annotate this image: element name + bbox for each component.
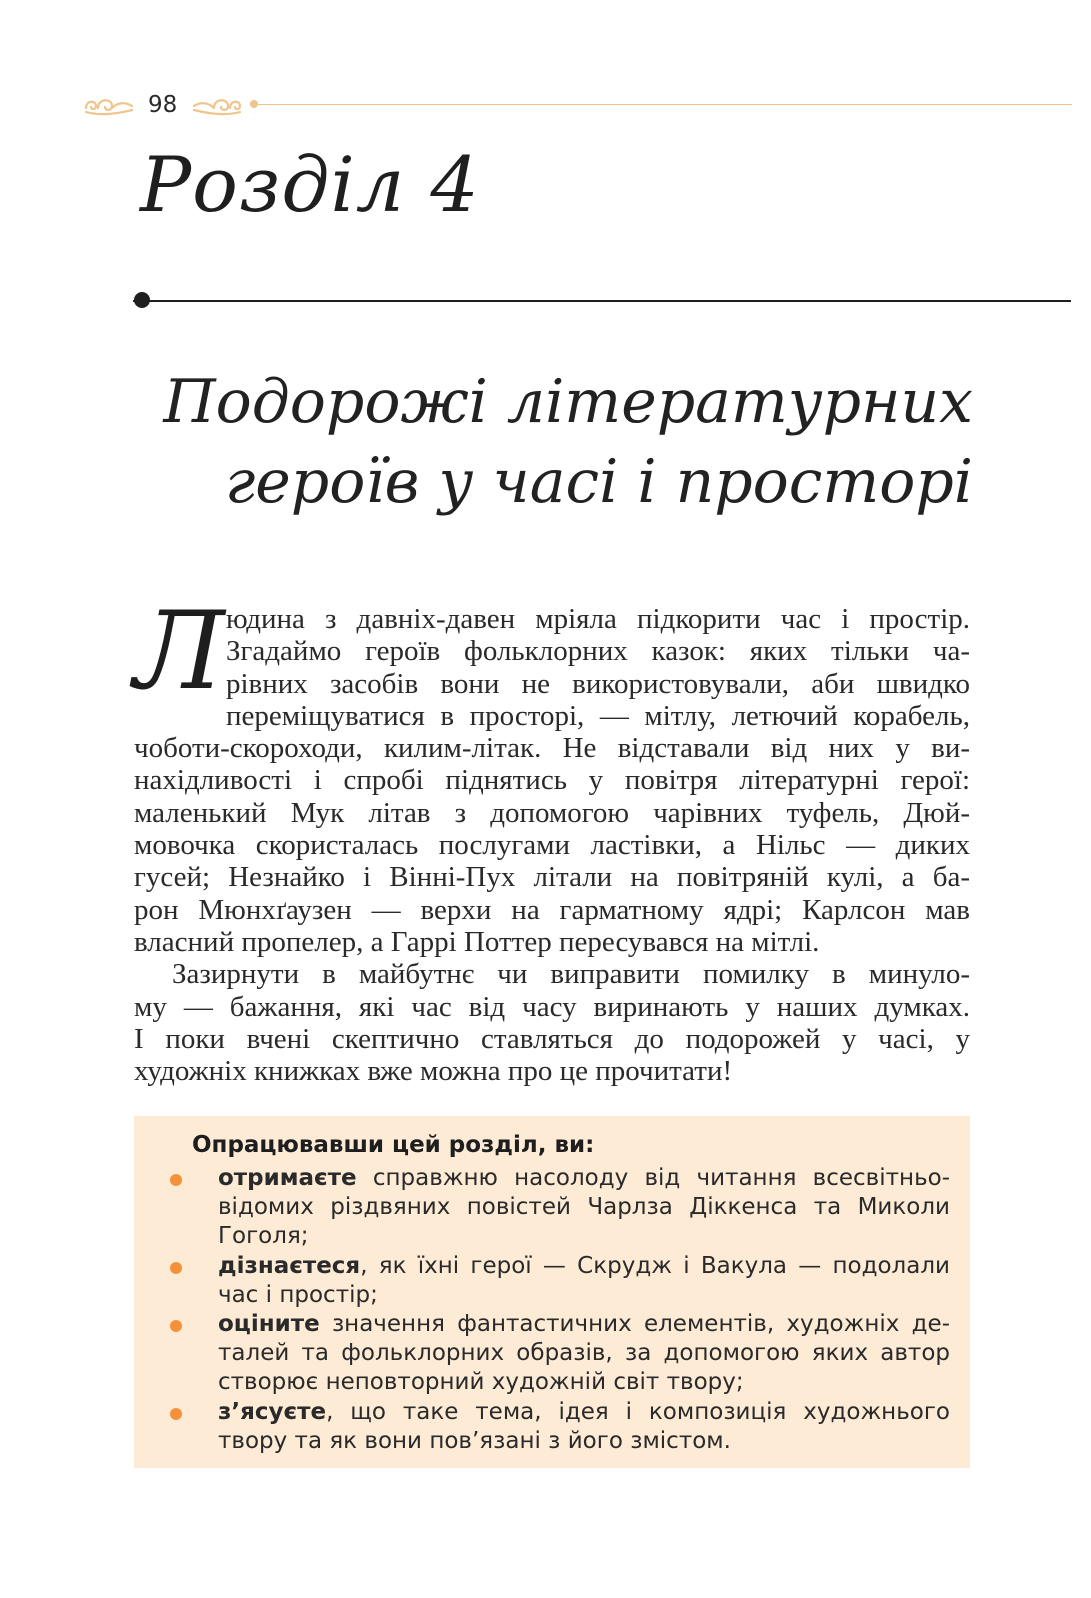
goal-line (192, 1164, 950, 1193)
chapter-title (163, 362, 973, 522)
bullet-icon (170, 1320, 182, 1332)
text-line: нахідливості і спробі піднятись у повітря літературні герої: (134, 764, 970, 797)
text-line: чоботи-скороходи, килим-літак. Не відставали від них у ви- (134, 732, 970, 765)
chapter-title-line: героїв у часі і просторі (224, 447, 973, 517)
bullet-icon (170, 1174, 182, 1186)
goal-line (192, 1310, 950, 1339)
goal-keyword: з’ясуєте (218, 1398, 327, 1425)
text-line: маленький Мук літав з допомогою чарівних туфель, Дюй- (134, 796, 970, 829)
goal-line (192, 1252, 950, 1281)
text-line: власний пропелер, а Гаррі Поттер пересувався на мітлі. (134, 925, 820, 958)
goal-keyword: дізнаєтеся (218, 1252, 361, 1279)
text-line: переміщуватися в просторі, — мітлу, летючий корабель, (226, 699, 970, 732)
goal-line: твору та як вони пов’язані з його змістом. (218, 1427, 731, 1454)
page-number: 98 (148, 92, 178, 118)
goal-line (192, 1398, 950, 1427)
goal-item (192, 1164, 950, 1252)
goals-box (134, 1116, 970, 1468)
goal-line: відомих різдвяних повістей Чарлза Діккенса та Миколи (218, 1194, 950, 1221)
goal-item (192, 1310, 950, 1398)
goal-text: справжню насолоду від читання всесвітньо- (356, 1165, 950, 1191)
goal-text: , як їхні герої — Скрудж і Вакула — подолали (360, 1252, 950, 1279)
goal-keyword: отримаєте (218, 1165, 357, 1191)
text-line: гусей; Незнайко і Вінні-Пух літали на повітряній кулі, а ба- (134, 861, 970, 894)
goals-heading: Опрацювавши цей розділ, ви: (192, 1132, 595, 1158)
intro-text (134, 589, 970, 1088)
ornament-icon (82, 94, 136, 118)
goal-item (192, 1252, 950, 1310)
goal-text: , що таке тема, ідея і композиція художнього (326, 1398, 950, 1425)
goal-line: Гоголя; (218, 1223, 309, 1250)
text-line: Зазирнути в майбутнє чи виправити помилку в минуло- (172, 958, 970, 991)
goal-line: талей та фольклорних образів, за допомогою яких автор (218, 1340, 950, 1367)
text-line: рон Мюнхґаузен — верхи на гарматному ядрі; Карлсон мав (134, 893, 970, 926)
text-line: рівних засобів вони не використовували, аби швидко (226, 667, 970, 700)
section-label: Розділ 4 (140, 140, 480, 229)
text-line: му — бажання, які час від часу виринають у наших думках. (134, 990, 970, 1023)
text-line: художніх книжках вже можна про це прочитати! (134, 1055, 733, 1088)
goal-line: створює неповторний художній світ твору; (218, 1369, 744, 1396)
text-line: юдина з давніх-давен мріяла підкорити час і простір. (226, 603, 970, 635)
bullet-icon (170, 1262, 182, 1274)
goal-keyword: оціните (218, 1310, 320, 1337)
page-header (82, 88, 1072, 128)
header-rule (252, 104, 1072, 105)
text-line: І поки вчені скептично ставляться до подорожей у часі, у (134, 1022, 970, 1055)
text-line: Згадаймо героїв фольклорних казок: яких тільки ча- (226, 635, 970, 668)
drop-cap: Л (134, 589, 225, 714)
section-rule (133, 300, 1071, 302)
chapter-title-line: Подорожі літературних (163, 367, 973, 437)
text-line: мовочка скористалась послугами ластівки, а Нільс — диких (134, 829, 970, 862)
goal-text: значення фантастичних елементів, художніх де- (319, 1310, 950, 1337)
goals-list (192, 1164, 950, 1456)
goal-item (192, 1398, 950, 1456)
bullet-icon (170, 1408, 182, 1420)
goal-line: час і простір; (218, 1281, 378, 1308)
ornament-icon (190, 94, 244, 118)
